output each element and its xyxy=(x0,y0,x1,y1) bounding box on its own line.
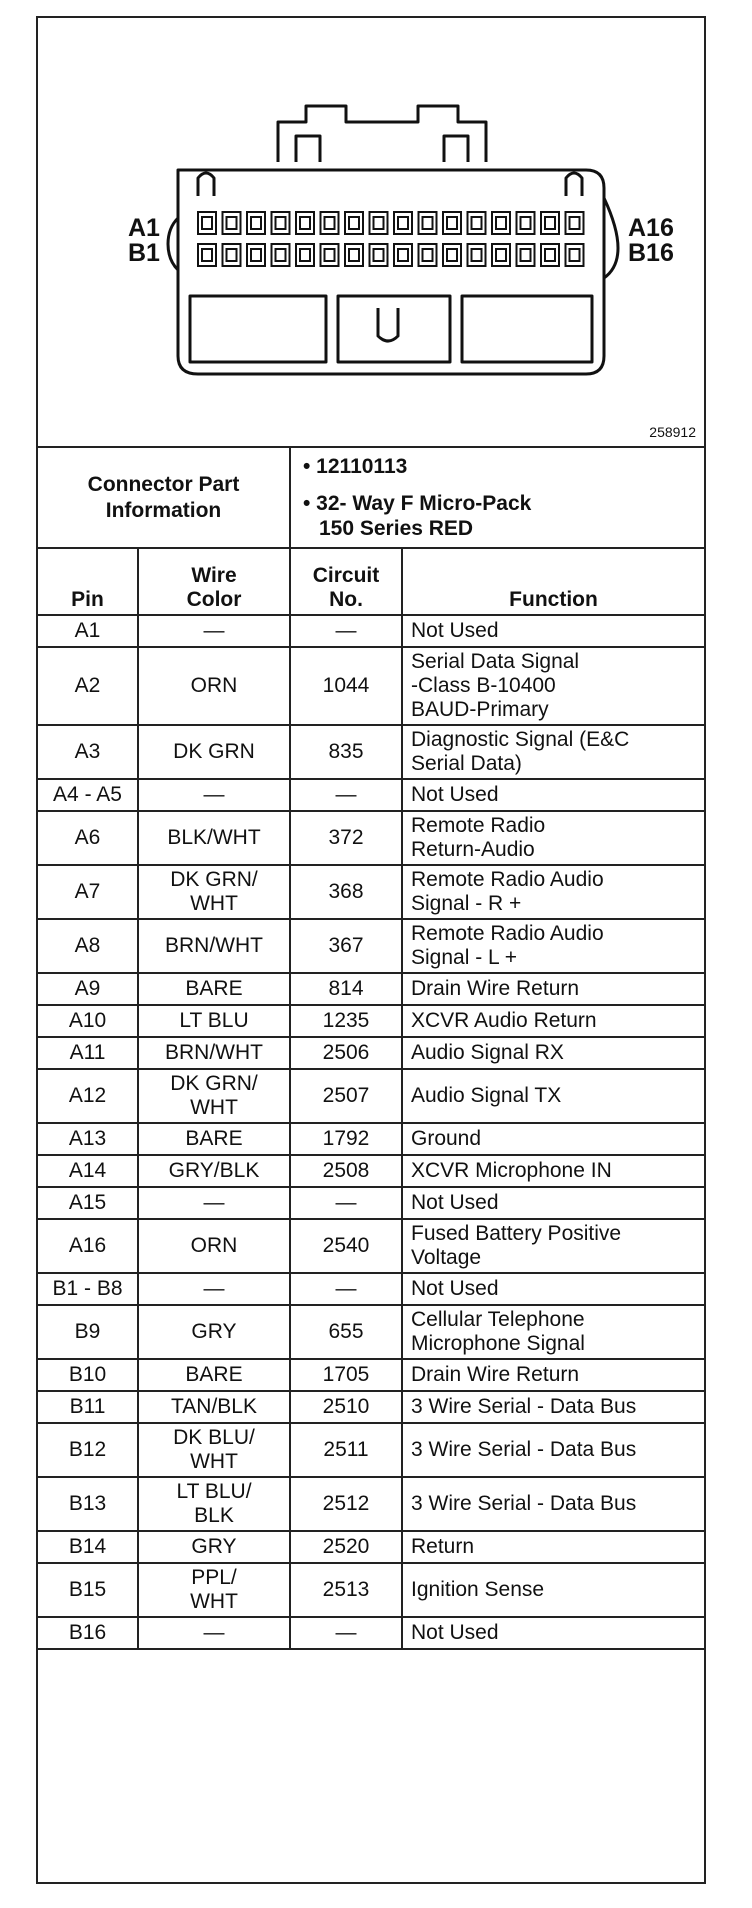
column-header-circuit-line1: Circuit xyxy=(312,564,380,587)
wire-color-cell xyxy=(138,1617,290,1649)
pin-cell: A12 xyxy=(38,1069,138,1123)
wire-color-line: BRN/WHT xyxy=(165,1041,263,1064)
circuit-cell: 1705 xyxy=(290,1359,402,1391)
pin-cell: A13 xyxy=(38,1123,138,1155)
pinout-table xyxy=(38,549,704,1650)
circuit-cell: — xyxy=(290,779,402,811)
wire-color-line: — xyxy=(203,1621,225,1644)
wire-color-cell xyxy=(138,865,290,919)
cavity-b11 xyxy=(443,244,461,266)
wire-color-line: PPL/ xyxy=(191,1566,237,1589)
pin-cell: B11 xyxy=(38,1391,138,1423)
pin-row xyxy=(38,1391,704,1423)
wire-color-line: WHT xyxy=(190,1590,238,1613)
cavity-a9 xyxy=(394,212,412,234)
pin-row xyxy=(38,1005,704,1037)
function-line: BAUD-Primary xyxy=(411,698,549,721)
cavity-b5 xyxy=(296,244,314,266)
pin-label-a16: A16 xyxy=(628,214,674,242)
pin-row xyxy=(38,1187,704,1219)
cavity-terminal xyxy=(349,217,359,229)
wire-color-line: BARE xyxy=(185,1363,243,1386)
cavity-a15 xyxy=(541,212,559,234)
part-info-row xyxy=(38,448,704,548)
circuit-cell: 655 xyxy=(290,1305,402,1359)
function-cell xyxy=(402,1563,704,1617)
pin-cell: B14 xyxy=(38,1531,138,1563)
cavity-terminal xyxy=(251,249,261,261)
pin-label-b16: B16 xyxy=(628,239,674,267)
wire-color-cell xyxy=(138,1563,290,1617)
function-line: Ignition Sense xyxy=(411,1578,545,1601)
cavity-terminal xyxy=(349,249,359,261)
circuit-cell: — xyxy=(290,1617,402,1649)
circuit-cell: 814 xyxy=(290,973,402,1005)
cavity-terminal xyxy=(300,249,310,261)
wire-color-cell xyxy=(138,1155,290,1187)
cavity-terminal xyxy=(570,249,580,261)
pin-cell: A7 xyxy=(38,865,138,919)
wire-color-line: BLK xyxy=(194,1504,234,1527)
wire-color-line: BARE xyxy=(185,977,243,1000)
wire-color-line: — xyxy=(203,783,225,806)
function-cell xyxy=(402,865,704,919)
wire-color-cell xyxy=(138,647,290,725)
pin-row xyxy=(38,1617,704,1649)
pin-cell: A6 xyxy=(38,811,138,865)
circuit-cell: 2508 xyxy=(290,1155,402,1187)
pin-cell: A11 xyxy=(38,1037,138,1069)
pin-cell: A9 xyxy=(38,973,138,1005)
pin-row xyxy=(38,1423,704,1477)
cavity-b6 xyxy=(321,244,339,266)
cavity-a11 xyxy=(443,212,461,234)
cavity-b14 xyxy=(517,244,535,266)
circuit-cell: 1235 xyxy=(290,1005,402,1037)
pin-cell: A15 xyxy=(38,1187,138,1219)
cavity-terminal xyxy=(521,249,531,261)
function-line: 3 Wire Serial - Data Bus xyxy=(411,1492,637,1515)
wire-color-cell xyxy=(138,615,290,647)
wire-color-cell xyxy=(138,1219,290,1273)
cavity-terminal xyxy=(374,217,384,229)
pin-row xyxy=(38,919,704,973)
wire-color-line: BARE xyxy=(185,1127,243,1150)
pin-row xyxy=(38,1069,704,1123)
cavity-terminal xyxy=(325,249,335,261)
pin-row xyxy=(38,1563,704,1617)
cavity-b8 xyxy=(370,244,388,266)
circuit-cell: 367 xyxy=(290,919,402,973)
cavity-b7 xyxy=(345,244,363,266)
function-cell xyxy=(402,1005,704,1037)
function-line: Fused Battery Positive xyxy=(411,1222,622,1245)
function-cell xyxy=(402,919,704,973)
wire-color-line: LT BLU xyxy=(179,1009,249,1032)
figure-id: 258912 xyxy=(649,424,696,440)
wire-color-cell xyxy=(138,1359,290,1391)
wire-color-line: — xyxy=(203,1277,225,1300)
part-info-label-line1: Connector Part xyxy=(87,472,240,496)
wire-color-line: WHT xyxy=(190,1096,238,1119)
wire-color-cell xyxy=(138,1037,290,1069)
cavity-terminal xyxy=(300,217,310,229)
function-cell xyxy=(402,1155,704,1187)
cavity-terminal xyxy=(545,217,555,229)
cavity-terminal xyxy=(202,249,212,261)
pin-row xyxy=(38,1123,704,1155)
function-cell xyxy=(402,1273,704,1305)
cavity-terminal xyxy=(202,217,212,229)
function-cell xyxy=(402,1617,704,1649)
function-cell xyxy=(402,1391,704,1423)
function-line: Not Used xyxy=(411,783,499,806)
wire-color-cell xyxy=(138,1273,290,1305)
cavity-b10 xyxy=(419,244,437,266)
function-line: Not Used xyxy=(411,1277,499,1300)
pin-cell: A8 xyxy=(38,919,138,973)
pin-cell: B16 xyxy=(38,1617,138,1649)
cavity-terminal xyxy=(496,249,506,261)
pin-row xyxy=(38,1155,704,1187)
wire-color-cell xyxy=(138,1477,290,1531)
wire-color-cell xyxy=(138,919,290,973)
pin-row xyxy=(38,973,704,1005)
cavity-terminal xyxy=(398,217,408,229)
function-cell xyxy=(402,1219,704,1273)
function-line: Not Used xyxy=(411,619,499,642)
column-header-function: Function xyxy=(402,549,704,615)
cavity-b15 xyxy=(541,244,559,266)
column-header-wire-color xyxy=(138,549,290,615)
function-line: Voltage xyxy=(411,1246,482,1269)
pin-cell: B12 xyxy=(38,1423,138,1477)
function-line: Serial Data) xyxy=(411,752,522,775)
function-line: Signal - L + xyxy=(411,946,518,969)
cavity-b16 xyxy=(566,244,584,266)
circuit-cell: 835 xyxy=(290,725,402,779)
cavity-terminal xyxy=(398,249,408,261)
cavity-terminal xyxy=(276,217,286,229)
function-cell xyxy=(402,1305,704,1359)
cavity-b2 xyxy=(223,244,241,266)
circuit-cell: 368 xyxy=(290,865,402,919)
pin-row xyxy=(38,1037,704,1069)
pin-cell: B10 xyxy=(38,1359,138,1391)
cavity-a3 xyxy=(247,212,265,234)
wire-color-cell xyxy=(138,1069,290,1123)
function-line: Return-Audio xyxy=(411,838,535,861)
function-cell xyxy=(402,811,704,865)
wire-color-cell xyxy=(138,1187,290,1219)
pin-row xyxy=(38,1359,704,1391)
cavity-a2 xyxy=(223,212,241,234)
function-line: Drain Wire Return xyxy=(411,1363,580,1386)
pin-row xyxy=(38,615,704,647)
wire-color-cell xyxy=(138,1305,290,1359)
function-cell xyxy=(402,1069,704,1123)
function-line: 3 Wire Serial - Data Bus xyxy=(411,1395,637,1418)
function-cell xyxy=(402,973,704,1005)
circuit-cell: 1792 xyxy=(290,1123,402,1155)
pin-row xyxy=(38,725,704,779)
function-line: Not Used xyxy=(411,1191,499,1214)
wire-color-cell xyxy=(138,973,290,1005)
wire-color-line: BLK/WHT xyxy=(167,826,261,849)
cavity-a8 xyxy=(370,212,388,234)
cavity-terminal xyxy=(496,217,506,229)
function-cell xyxy=(402,647,704,725)
part-description-line2: 150 Series RED xyxy=(319,517,474,540)
cavity-a6 xyxy=(321,212,339,234)
pin-row xyxy=(38,865,704,919)
cavity-b12 xyxy=(468,244,486,266)
function-line: XCVR Audio Return xyxy=(411,1009,597,1032)
function-cell xyxy=(402,1037,704,1069)
pinout-body xyxy=(38,615,704,1649)
function-cell xyxy=(402,1531,704,1563)
pin-cell: A10 xyxy=(38,1005,138,1037)
function-line: Remote Radio Audio xyxy=(411,868,604,891)
cavity-terminal xyxy=(325,217,335,229)
pin-cell: B9 xyxy=(38,1305,138,1359)
wire-color-cell xyxy=(138,1423,290,1477)
cavity-terminal xyxy=(423,217,433,229)
wire-color-line: — xyxy=(203,1191,225,1214)
circuit-cell: 2506 xyxy=(290,1037,402,1069)
cavity-terminal xyxy=(227,249,237,261)
circuit-cell: 2510 xyxy=(290,1391,402,1423)
function-line: -Class B-10400 xyxy=(411,674,556,697)
cavity-terminal xyxy=(227,217,237,229)
circuit-cell: 372 xyxy=(290,811,402,865)
wire-color-line: GRY xyxy=(191,1320,237,1343)
cavity-terminal xyxy=(472,217,482,229)
pin-cell: A2 xyxy=(38,647,138,725)
pin-label-a1: A1 xyxy=(128,214,160,242)
column-header-circuit-line2: No. xyxy=(329,588,363,611)
function-cell xyxy=(402,1187,704,1219)
cavity-b13 xyxy=(492,244,510,266)
circuit-cell: 2540 xyxy=(290,1219,402,1273)
part-description-line1: • 32- Way F Micro-Pack xyxy=(303,492,532,515)
pin-cell: A1 xyxy=(38,615,138,647)
wire-color-line: — xyxy=(203,619,225,642)
circuit-cell: — xyxy=(290,1187,402,1219)
circuit-cell: — xyxy=(290,615,402,647)
function-cell xyxy=(402,615,704,647)
wire-color-cell xyxy=(138,1123,290,1155)
wire-color-cell xyxy=(138,779,290,811)
pin-row xyxy=(38,1531,704,1563)
cavity-terminal xyxy=(374,249,384,261)
wire-color-cell xyxy=(138,811,290,865)
cavity-b4 xyxy=(272,244,290,266)
wire-color-cell xyxy=(138,1531,290,1563)
wire-color-line: GRY xyxy=(191,1535,237,1558)
function-line: Microphone Signal xyxy=(411,1332,585,1355)
cavity-a5 xyxy=(296,212,314,234)
function-line: Cellular Telephone xyxy=(411,1308,585,1331)
wire-color-line: TAN/BLK xyxy=(171,1395,257,1418)
wire-color-line: BRN/WHT xyxy=(165,934,263,957)
circuit-cell: 2511 xyxy=(290,1423,402,1477)
function-line: Serial Data Signal xyxy=(411,650,580,673)
function-line: Diagnostic Signal (E&C xyxy=(411,728,630,751)
connector-diagram xyxy=(38,18,704,448)
cavity-terminal xyxy=(545,249,555,261)
wire-color-line: DK GRN xyxy=(173,740,255,763)
function-line: 3 Wire Serial - Data Bus xyxy=(411,1438,637,1461)
function-line: Not Used xyxy=(411,1621,499,1644)
part-info-label-line2: Information xyxy=(105,498,222,522)
pin-cell: A16 xyxy=(38,1219,138,1273)
pin-row xyxy=(38,1273,704,1305)
wire-color-line: WHT xyxy=(190,892,238,915)
cavity-terminal xyxy=(276,249,286,261)
pin-cell: A14 xyxy=(38,1155,138,1187)
function-line: Audio Signal RX xyxy=(411,1041,564,1064)
function-line: Signal - R + xyxy=(411,892,522,915)
column-header-pin: Pin xyxy=(38,549,138,615)
wire-color-line: GRY/BLK xyxy=(168,1159,260,1182)
cavity-terminal xyxy=(251,217,261,229)
cavity-terminal xyxy=(447,249,457,261)
wire-color-line: ORN xyxy=(190,1234,238,1257)
wire-color-cell xyxy=(138,1005,290,1037)
circuit-cell: 1044 xyxy=(290,647,402,725)
column-header-wire-color-line2: Color xyxy=(186,588,242,611)
pin-row xyxy=(38,811,704,865)
function-cell xyxy=(402,779,704,811)
cavity-b1 xyxy=(198,244,216,266)
function-cell xyxy=(402,1359,704,1391)
cavity-a10 xyxy=(419,212,437,234)
cavity-terminal xyxy=(423,249,433,261)
pin-row xyxy=(38,1477,704,1531)
wire-color-line: DK BLU/ xyxy=(173,1426,255,1449)
connector-sheet xyxy=(36,16,706,1884)
pin-cell: A4 - A5 xyxy=(38,779,138,811)
part-info-table xyxy=(38,448,704,549)
column-header-wire-color-line1: Wire xyxy=(191,564,237,587)
circuit-cell: — xyxy=(290,1273,402,1305)
function-cell xyxy=(402,1123,704,1155)
function-cell xyxy=(402,725,704,779)
pin-row xyxy=(38,647,704,725)
cavity-a1 xyxy=(198,212,216,234)
wire-color-line: WHT xyxy=(190,1450,238,1473)
function-line: XCVR Microphone IN xyxy=(411,1159,612,1182)
cavity-a16 xyxy=(566,212,584,234)
circuit-cell: 2512 xyxy=(290,1477,402,1531)
cavity-terminal xyxy=(521,217,531,229)
circuit-cell: 2513 xyxy=(290,1563,402,1617)
pinout-header-row xyxy=(38,549,704,615)
pin-cell: B1 - B8 xyxy=(38,1273,138,1305)
part-info-label xyxy=(38,448,290,548)
wire-color-line: DK GRN/ xyxy=(170,868,258,891)
cavity-a7 xyxy=(345,212,363,234)
function-line: Return xyxy=(411,1535,475,1558)
column-header-circuit xyxy=(290,549,402,615)
function-line: Audio Signal TX xyxy=(411,1084,562,1107)
pin-row xyxy=(38,1219,704,1273)
cavity-a13 xyxy=(492,212,510,234)
pin-row xyxy=(38,779,704,811)
wire-color-line: LT BLU/ xyxy=(176,1480,252,1503)
part-info-value xyxy=(290,448,704,548)
cavity-terminal xyxy=(570,217,580,229)
function-line: Remote Radio Audio xyxy=(411,922,604,945)
pin-cell: B15 xyxy=(38,1563,138,1617)
cavity-a4 xyxy=(272,212,290,234)
function-line: Drain Wire Return xyxy=(411,977,580,1000)
pin-label-b1: B1 xyxy=(128,239,160,267)
wire-color-line: DK GRN/ xyxy=(170,1072,258,1095)
pin-cell: B13 xyxy=(38,1477,138,1531)
function-cell xyxy=(402,1423,704,1477)
circuit-cell: 2507 xyxy=(290,1069,402,1123)
cavity-b9 xyxy=(394,244,412,266)
function-line: Ground xyxy=(411,1127,482,1150)
pin-cell: A3 xyxy=(38,725,138,779)
cavity-terminal xyxy=(472,249,482,261)
function-line: Remote Radio xyxy=(411,814,546,837)
part-number: • 12110113 xyxy=(303,455,408,478)
wire-color-cell xyxy=(138,725,290,779)
wire-color-line: ORN xyxy=(190,674,238,697)
circuit-cell: 2520 xyxy=(290,1531,402,1563)
cavity-b3 xyxy=(247,244,265,266)
cavity-a14 xyxy=(517,212,535,234)
cavity-a12 xyxy=(468,212,486,234)
cavity-terminal xyxy=(447,217,457,229)
pin-row xyxy=(38,1305,704,1359)
wire-color-cell xyxy=(138,1391,290,1423)
function-cell xyxy=(402,1477,704,1531)
